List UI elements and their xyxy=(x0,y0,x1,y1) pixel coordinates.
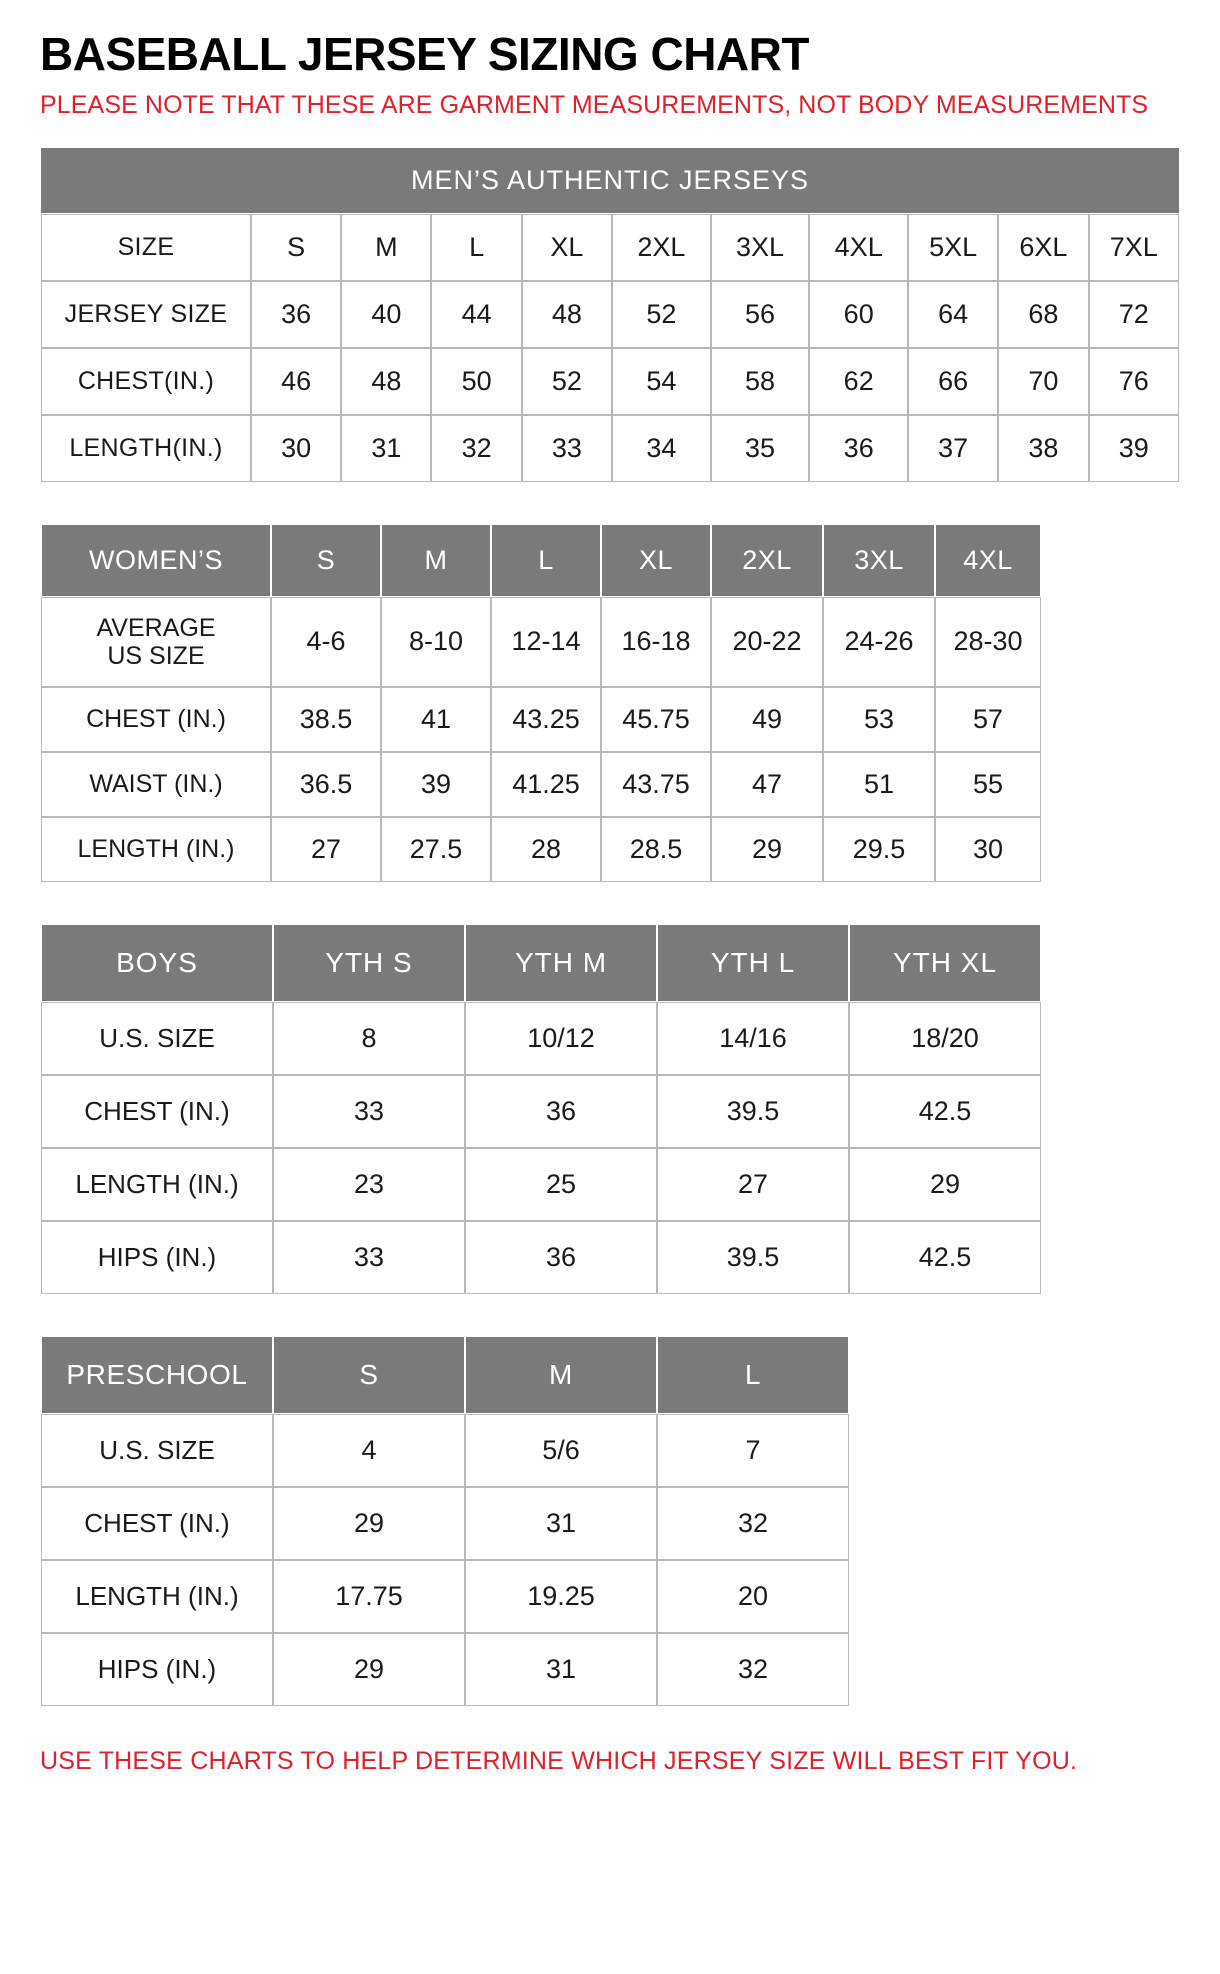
table-row xyxy=(41,1560,849,1633)
column-header: 4XL xyxy=(935,524,1041,597)
mens-banner: MEN’S AUTHENTIC JERSEYS xyxy=(41,148,1179,214)
footer-note: USE THESE CHARTS TO HELP DETERMINE WHICH JERSEY SIZE WILL BEST FIT YOU. xyxy=(40,1746,1078,1775)
cell: 50 xyxy=(431,348,521,415)
cell: 38.5 xyxy=(271,687,381,752)
row-label: HIPS (IN.) xyxy=(41,1633,273,1706)
cell: 46 xyxy=(251,348,341,415)
cell: L xyxy=(431,214,521,281)
boys-sizing-table xyxy=(40,923,1042,1295)
table-row xyxy=(41,752,1041,817)
cell: 49 xyxy=(711,687,823,752)
cell: 60 xyxy=(809,281,908,348)
cell: 54 xyxy=(612,348,711,415)
cell: 33 xyxy=(273,1075,465,1148)
cell: 30 xyxy=(935,817,1041,882)
table-banner-row xyxy=(41,148,1179,214)
cell: 23 xyxy=(273,1148,465,1221)
cell: 53 xyxy=(823,687,935,752)
cell: 42.5 xyxy=(849,1221,1041,1294)
table-row xyxy=(41,348,1179,415)
row-label-line2: US SIZE xyxy=(107,641,205,670)
column-header: S xyxy=(273,1336,465,1414)
cell: 57 xyxy=(935,687,1041,752)
table-row xyxy=(41,1221,1041,1294)
cell: 52 xyxy=(522,348,612,415)
cell: 39 xyxy=(381,752,491,817)
cell: 76 xyxy=(1089,348,1179,415)
cell: 36 xyxy=(809,415,908,482)
cell: 10/12 xyxy=(465,1002,657,1075)
column-header: 2XL xyxy=(711,524,823,597)
column-header: L xyxy=(491,524,601,597)
cell: 27.5 xyxy=(381,817,491,882)
cell: 36 xyxy=(251,281,341,348)
cell: 33 xyxy=(522,415,612,482)
cell: 37 xyxy=(908,415,998,482)
cell: 72 xyxy=(1089,281,1179,348)
cell: 70 xyxy=(998,348,1088,415)
cell: 52 xyxy=(612,281,711,348)
cell: 68 xyxy=(998,281,1088,348)
row-label xyxy=(41,597,271,687)
cell: 31 xyxy=(465,1633,657,1706)
cell: 27 xyxy=(271,817,381,882)
row-label: WAIST (IN.) xyxy=(41,752,271,817)
table-header-row xyxy=(41,924,1041,1002)
cell: 56 xyxy=(711,281,810,348)
cell: 45.75 xyxy=(601,687,711,752)
cell: 36 xyxy=(465,1075,657,1148)
column-header: S xyxy=(271,524,381,597)
cell: M xyxy=(341,214,431,281)
womens-sizing-table xyxy=(40,523,1042,883)
cell: 29 xyxy=(273,1487,465,1560)
table-row xyxy=(41,1148,1041,1221)
garment-measurement-note: PLEASE NOTE THAT THESE ARE GARMENT MEASUREMENTS, NOT BODY MEASUREMENTS xyxy=(40,91,1149,120)
cell: 41 xyxy=(381,687,491,752)
column-header: M xyxy=(381,524,491,597)
preschool-sizing-table xyxy=(40,1335,850,1707)
cell: 2XL xyxy=(612,214,711,281)
cell: 51 xyxy=(823,752,935,817)
cell: 39.5 xyxy=(657,1221,849,1294)
cell: 19.25 xyxy=(465,1560,657,1633)
cell: 17.75 xyxy=(273,1560,465,1633)
cell: 28-30 xyxy=(935,597,1041,687)
cell: 62 xyxy=(809,348,908,415)
cell: 8-10 xyxy=(381,597,491,687)
cell: 28.5 xyxy=(601,817,711,882)
cell: 48 xyxy=(522,281,612,348)
column-header: YTH M xyxy=(465,924,657,1002)
table-row xyxy=(41,817,1041,882)
womens-header-label: WOMEN’S xyxy=(41,524,271,597)
preschool-header-label: PRESCHOOL xyxy=(41,1336,273,1414)
row-label: JERSEY SIZE xyxy=(41,281,251,348)
row-label: CHEST (IN.) xyxy=(41,687,271,752)
table-header-row xyxy=(41,524,1041,597)
cell: 31 xyxy=(341,415,431,482)
cell: 4XL xyxy=(809,214,908,281)
table-row xyxy=(41,1002,1041,1075)
cell: 36 xyxy=(465,1221,657,1294)
cell: 7XL xyxy=(1089,214,1179,281)
column-header: YTH L xyxy=(657,924,849,1002)
cell: 29 xyxy=(849,1148,1041,1221)
cell: 12-14 xyxy=(491,597,601,687)
cell: 33 xyxy=(273,1221,465,1294)
cell: 29.5 xyxy=(823,817,935,882)
row-label: CHEST (IN.) xyxy=(41,1075,273,1148)
cell: 32 xyxy=(657,1633,849,1706)
table-row xyxy=(41,687,1041,752)
row-label: LENGTH (IN.) xyxy=(41,817,271,882)
cell: 58 xyxy=(711,348,810,415)
row-label-line1: AVERAGE xyxy=(96,613,216,642)
cell: 35 xyxy=(711,415,810,482)
cell: 32 xyxy=(431,415,521,482)
column-header: YTH S xyxy=(273,924,465,1002)
cell: 29 xyxy=(711,817,823,882)
cell: 43.25 xyxy=(491,687,601,752)
table-row xyxy=(41,1633,849,1706)
cell: 20 xyxy=(657,1560,849,1633)
table-header-row xyxy=(41,1336,849,1414)
column-header: YTH XL xyxy=(849,924,1041,1002)
cell: 43.75 xyxy=(601,752,711,817)
column-header: XL xyxy=(601,524,711,597)
cell: 5/6 xyxy=(465,1414,657,1487)
cell: 41.25 xyxy=(491,752,601,817)
column-header: 3XL xyxy=(823,524,935,597)
cell: 66 xyxy=(908,348,998,415)
table-row xyxy=(41,1487,849,1560)
row-label: U.S. SIZE xyxy=(41,1414,273,1487)
cell: 7 xyxy=(657,1414,849,1487)
cell: 39.5 xyxy=(657,1075,849,1148)
cell: XL xyxy=(522,214,612,281)
cell: 4 xyxy=(273,1414,465,1487)
cell: 64 xyxy=(908,281,998,348)
cell: 6XL xyxy=(998,214,1088,281)
cell: 36.5 xyxy=(271,752,381,817)
row-label: SIZE xyxy=(41,214,251,281)
cell: 55 xyxy=(935,752,1041,817)
cell: S xyxy=(251,214,341,281)
cell: 42.5 xyxy=(849,1075,1041,1148)
table-row xyxy=(41,214,1179,281)
cell: 8 xyxy=(273,1002,465,1075)
column-header: M xyxy=(465,1336,657,1414)
row-label: U.S. SIZE xyxy=(41,1002,273,1075)
table-row xyxy=(41,1414,849,1487)
cell: 31 xyxy=(465,1487,657,1560)
cell: 39 xyxy=(1089,415,1179,482)
cell: 3XL xyxy=(711,214,810,281)
row-label: HIPS (IN.) xyxy=(41,1221,273,1294)
cell: 27 xyxy=(657,1148,849,1221)
cell: 48 xyxy=(341,348,431,415)
cell: 28 xyxy=(491,817,601,882)
mens-sizing-table xyxy=(40,148,1180,483)
cell: 32 xyxy=(657,1487,849,1560)
table-row xyxy=(41,415,1179,482)
cell: 25 xyxy=(465,1148,657,1221)
boys-header-label: BOYS xyxy=(41,924,273,1002)
table-row xyxy=(41,1075,1041,1148)
cell: 38 xyxy=(998,415,1088,482)
cell: 29 xyxy=(273,1633,465,1706)
cell: 44 xyxy=(431,281,521,348)
cell: 30 xyxy=(251,415,341,482)
row-label: LENGTH (IN.) xyxy=(41,1148,273,1221)
cell: 5XL xyxy=(908,214,998,281)
row-label: CHEST(IN.) xyxy=(41,348,251,415)
row-label: LENGTH(IN.) xyxy=(41,415,251,482)
cell: 18/20 xyxy=(849,1002,1041,1075)
column-header: L xyxy=(657,1336,849,1414)
row-label: LENGTH (IN.) xyxy=(41,1560,273,1633)
table-row xyxy=(41,281,1179,348)
table-row xyxy=(41,597,1041,687)
cell: 34 xyxy=(612,415,711,482)
cell: 16-18 xyxy=(601,597,711,687)
cell: 24-26 xyxy=(823,597,935,687)
cell: 4-6 xyxy=(271,597,381,687)
cell: 40 xyxy=(341,281,431,348)
cell: 14/16 xyxy=(657,1002,849,1075)
row-label: CHEST (IN.) xyxy=(41,1487,273,1560)
cell: 47 xyxy=(711,752,823,817)
page-title: BASEBALL JERSEY SIZING CHART xyxy=(40,28,809,80)
cell: 20-22 xyxy=(711,597,823,687)
